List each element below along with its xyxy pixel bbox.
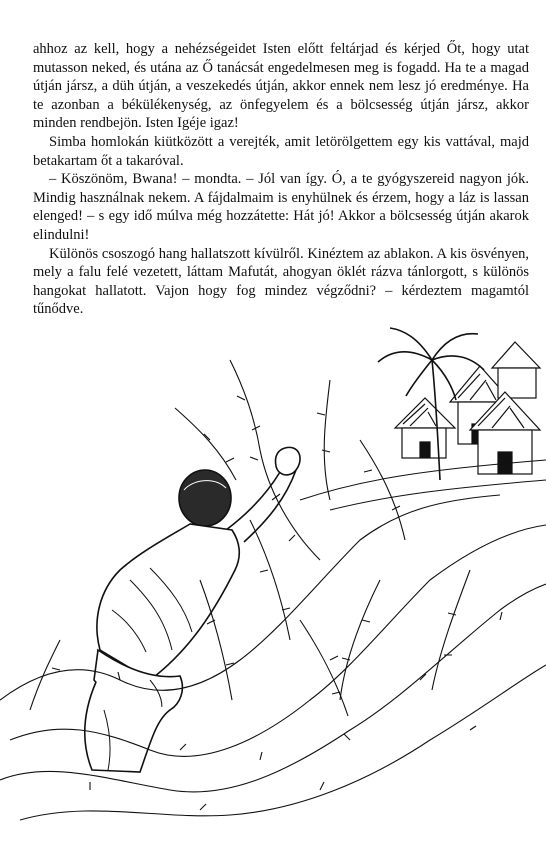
village-huts (395, 342, 540, 474)
illustration (0, 320, 546, 846)
paragraph-simba-sweat: Simba homlokán kiütközött a verejték, amit letörölgettem egy kis vattával, majd betakartam őt a takaróval. (33, 133, 529, 169)
man-figure (85, 447, 300, 772)
paragraph-dialogue: – Köszönöm, Bwana! – mondta. – Jól van így. Ó, a te gyógyszereid nagyon jók. Mindig használnak nekem. A fájdalmaim is enyhülnek és érzem, hogy a láz is lassan elenged! – s egy idő múlva még hozzátette: Hát jó! Akkor a bölcsesség útján akarok elindulni! (33, 171, 529, 243)
body-text (33, 40, 529, 319)
paragraph-continuation: ahhoz az kell, hogy a nehézségeidet Isten előtt feltárjad és kérjed Őt, hogy utat mutasson neked, és utána az Ő tanácsát engedelmesen meg is fogadd. Ha te a magad útján jársz, a düh útján, a veszekedés útján, akkor ennek nem lesz jó eredménye. Ha te azonban a békülékenység, az önfegyelem és a bölcsesség útján jársz, akkor minden rendbejön. Isten Igéje igaz! (33, 41, 529, 132)
paragraph-mafuta: Különös csoszogó hang hallatszott kívülről. Kinéztem az ablakon. A kis ösvényen, mely a falu felé vezetett, láttam Mafutát, ahogyan öklét rázva tánlorgott, s különös hangokat hallatott. Vajon hogy fog mindez végződni? – kérdeztem magamtól tűnődve. (33, 245, 529, 318)
